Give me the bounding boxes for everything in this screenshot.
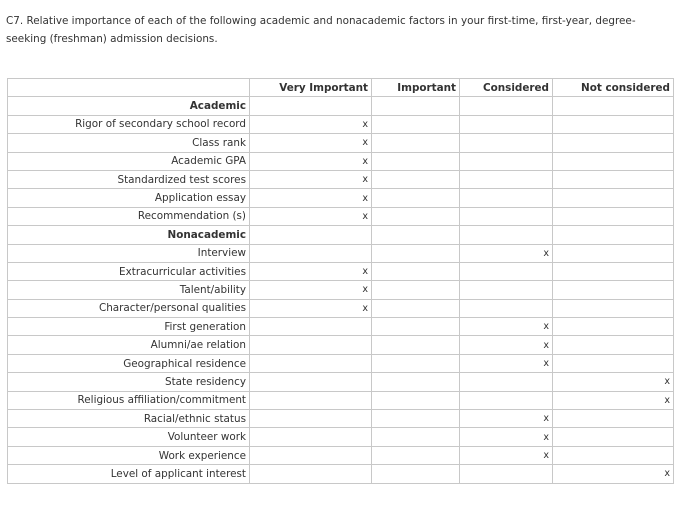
table-row [8, 152, 674, 170]
cell-considered: x [460, 336, 553, 354]
cell-not-considered [553, 318, 674, 336]
cell-not-considered: x [553, 373, 674, 391]
factor-label: Character/personal qualities [8, 299, 250, 317]
table-row [8, 410, 674, 428]
cell-very-important [250, 410, 372, 428]
cell-important [372, 428, 460, 446]
cell-not-considered [553, 262, 674, 280]
factor-label: Geographical residence [8, 354, 250, 372]
table-row [8, 318, 674, 336]
cell-not-considered [553, 170, 674, 188]
factor-label: Rigor of secondary school record [8, 115, 250, 133]
cell-important [372, 207, 460, 225]
cell-very-important: x [250, 115, 372, 133]
cell-important [372, 226, 460, 244]
cell-not-considered [553, 115, 674, 133]
table-header-row [8, 79, 674, 97]
table-row [8, 428, 674, 446]
cell-considered [460, 152, 553, 170]
cell-very-important [250, 226, 372, 244]
factor-label: Class rank [8, 134, 250, 152]
cell-considered: x [460, 446, 553, 464]
cell-very-important: x [250, 152, 372, 170]
cell-important [372, 354, 460, 372]
cell-very-important [250, 465, 372, 483]
factor-label: Volunteer work [8, 428, 250, 446]
header-blank-cell [8, 79, 250, 97]
cell-considered: x [460, 428, 553, 446]
cell-important [372, 465, 460, 483]
cell-considered [460, 134, 553, 152]
cell-considered [460, 207, 553, 225]
cell-not-considered [553, 281, 674, 299]
cell-important [372, 299, 460, 317]
cell-not-considered [553, 134, 674, 152]
cell-considered [460, 281, 553, 299]
cell-very-important: x [250, 262, 372, 280]
table-row [8, 134, 674, 152]
cell-not-considered [553, 446, 674, 464]
question-text: C7. Relative importance of each of the following academic and nonacademic factors in your first-time, first-year, degree-seeking (freshman) admission decisions. [6, 15, 636, 45]
cell-not-considered: x [553, 465, 674, 483]
cell-important [372, 410, 460, 428]
cell-not-considered [553, 428, 674, 446]
cell-not-considered [553, 189, 674, 207]
cell-very-important: x [250, 207, 372, 225]
cell-not-considered [553, 226, 674, 244]
table-row [8, 373, 674, 391]
cell-not-considered [553, 207, 674, 225]
cell-not-considered [553, 299, 674, 317]
cell-not-considered: x [553, 391, 674, 409]
cell-important [372, 134, 460, 152]
cell-important [372, 318, 460, 336]
cell-not-considered [553, 410, 674, 428]
factor-label: Work experience [8, 446, 250, 464]
table-row [8, 244, 674, 262]
cell-considered [460, 465, 553, 483]
cell-considered [460, 262, 553, 280]
cell-very-important: x [250, 299, 372, 317]
cell-important [372, 170, 460, 188]
cell-important [372, 373, 460, 391]
cell-important [372, 391, 460, 409]
cell-important [372, 189, 460, 207]
table-body [8, 97, 674, 483]
cell-very-important: x [250, 189, 372, 207]
header-important: Important [372, 79, 460, 97]
factor-label: Academic GPA [8, 152, 250, 170]
table-row [8, 281, 674, 299]
cell-important [372, 244, 460, 262]
factor-label: Application essay [8, 189, 250, 207]
cell-not-considered [553, 97, 674, 115]
cell-very-important [250, 373, 372, 391]
table-row [8, 170, 674, 188]
cell-considered: x [460, 354, 553, 372]
cell-important [372, 97, 460, 115]
cell-very-important [250, 446, 372, 464]
cell-important [372, 262, 460, 280]
table-row [8, 189, 674, 207]
cell-not-considered [553, 354, 674, 372]
factor-label: First generation [8, 318, 250, 336]
header-considered: Considered [460, 79, 553, 97]
cell-very-important [250, 354, 372, 372]
factor-label: Recommendation (s) [8, 207, 250, 225]
factor-label: State residency [8, 373, 250, 391]
admission-factors-table [7, 78, 674, 484]
cell-very-important: x [250, 170, 372, 188]
section-row [8, 226, 674, 244]
section-heading: Nonacademic [8, 226, 250, 244]
table-row [8, 446, 674, 464]
table-row [8, 299, 674, 317]
cell-very-important: x [250, 281, 372, 299]
cell-important [372, 336, 460, 354]
cell-considered [460, 226, 553, 244]
cell-considered [460, 97, 553, 115]
factor-label: Interview [8, 244, 250, 262]
cell-considered [460, 170, 553, 188]
table-row [8, 391, 674, 409]
cell-important [372, 115, 460, 133]
factor-label: Religious affiliation/commitment [8, 391, 250, 409]
cell-very-important [250, 244, 372, 262]
factor-label: Talent/ability [8, 281, 250, 299]
cell-considered [460, 373, 553, 391]
table-row [8, 262, 674, 280]
cell-very-important [250, 318, 372, 336]
cell-very-important [250, 336, 372, 354]
table-row [8, 465, 674, 483]
cell-considered [460, 189, 553, 207]
cell-considered [460, 115, 553, 133]
cell-not-considered [553, 336, 674, 354]
table-row [8, 207, 674, 225]
table-row [8, 354, 674, 372]
factor-label: Level of applicant interest [8, 465, 250, 483]
cell-very-important: x [250, 134, 372, 152]
cell-very-important [250, 428, 372, 446]
factor-label: Extracurricular activities [8, 262, 250, 280]
cell-important [372, 281, 460, 299]
cell-considered: x [460, 318, 553, 336]
table-row [8, 336, 674, 354]
factor-label: Standardized test scores [8, 170, 250, 188]
header-very-important: Very Important [250, 79, 372, 97]
cell-considered: x [460, 244, 553, 262]
cell-important [372, 446, 460, 464]
cell-not-considered [553, 152, 674, 170]
factor-label: Racial/ethnic status [8, 410, 250, 428]
cell-very-important [250, 391, 372, 409]
cell-considered: x [460, 410, 553, 428]
section-row [8, 97, 674, 115]
cell-considered [460, 299, 553, 317]
table-row [8, 115, 674, 133]
cell-considered [460, 391, 553, 409]
cell-very-important [250, 97, 372, 115]
header-not-considered: Not considered [553, 79, 674, 97]
section-heading: Academic [8, 97, 250, 115]
factor-label: Alumni/ae relation [8, 336, 250, 354]
cell-not-considered [553, 244, 674, 262]
cell-important [372, 152, 460, 170]
